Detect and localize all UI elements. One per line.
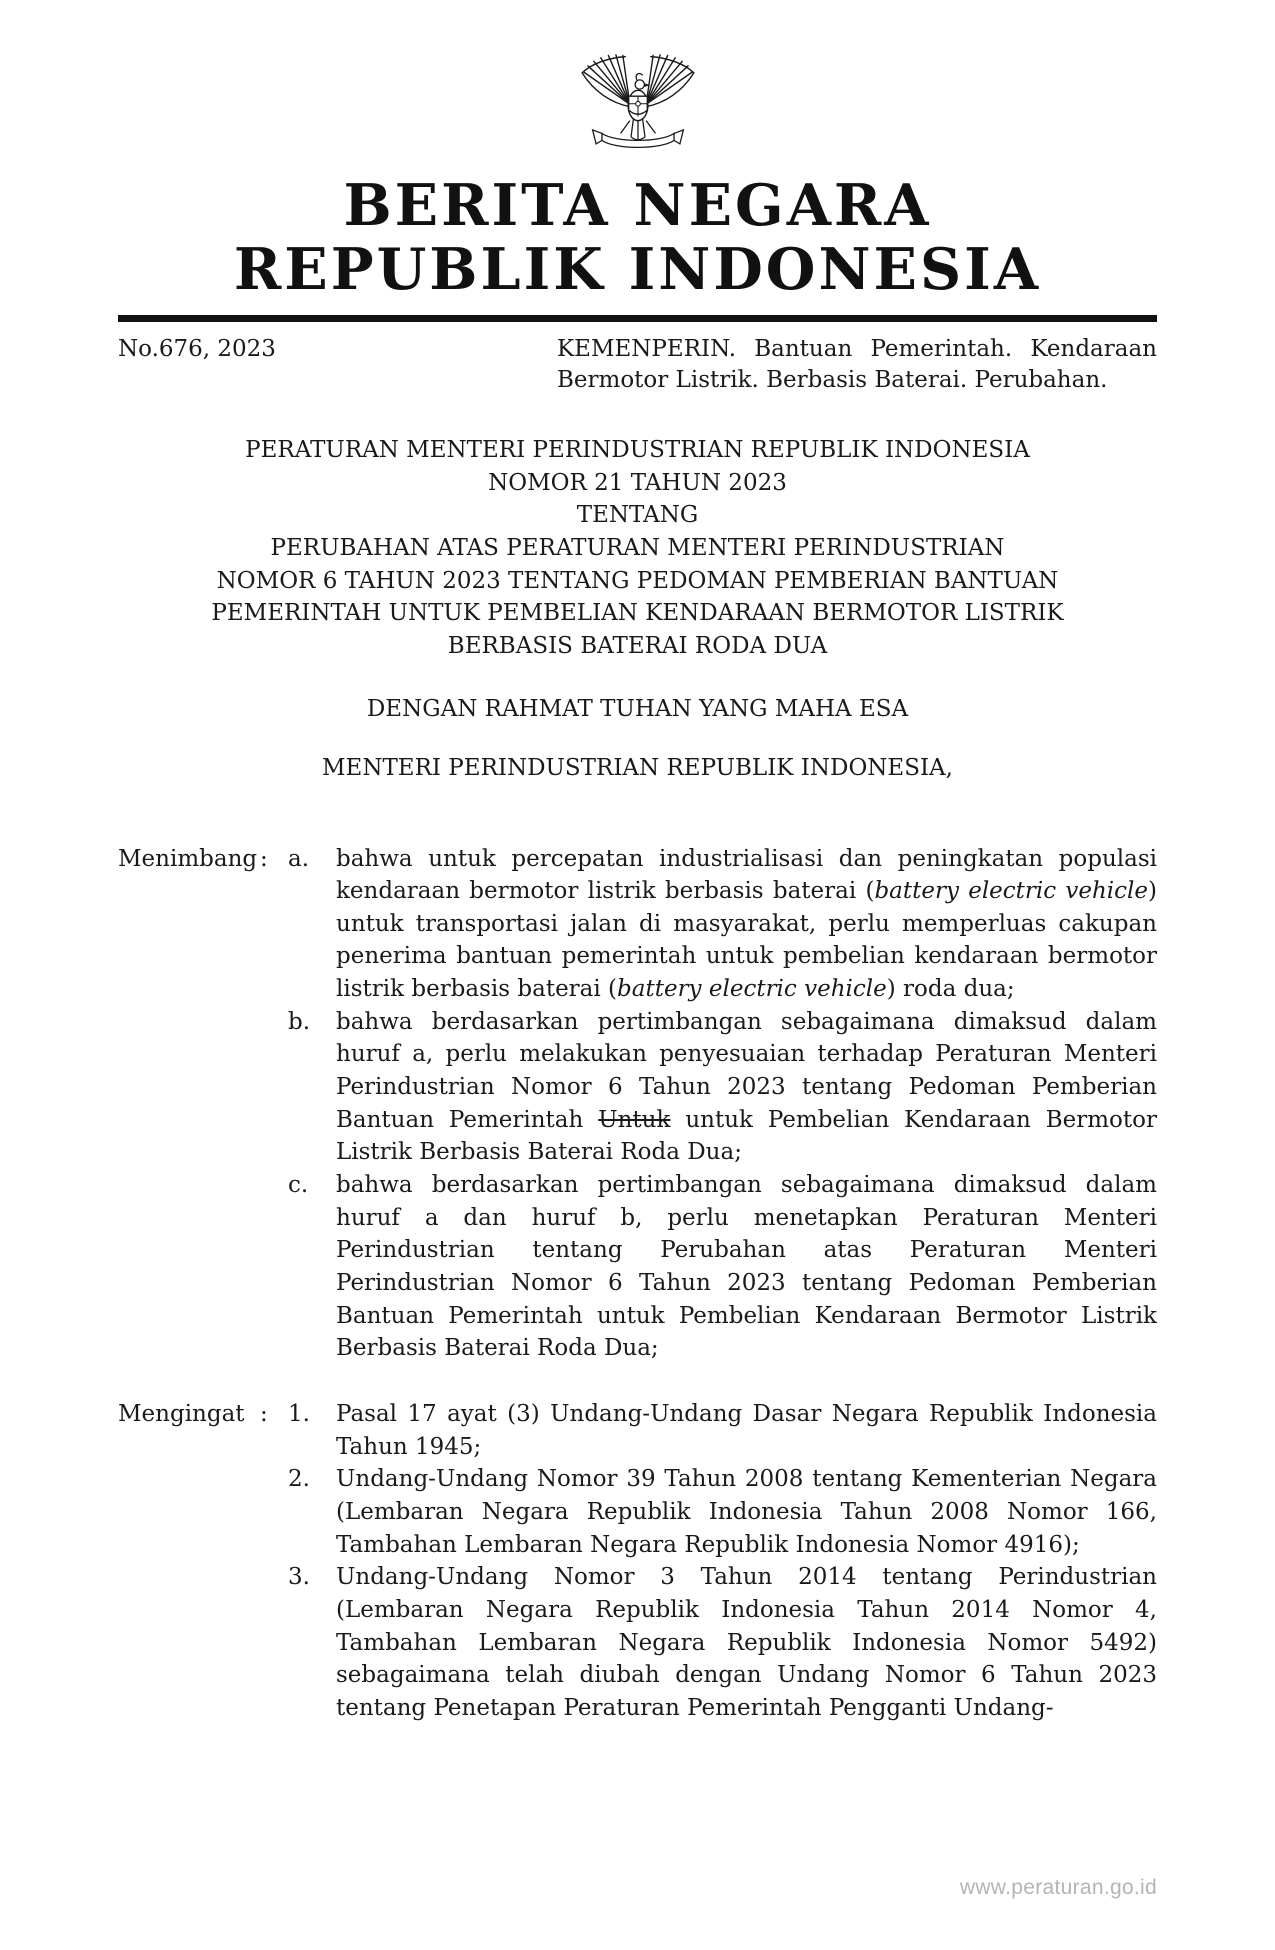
masthead-divider-rule <box>118 315 1157 322</box>
clause-text: bahwa berdasarkan pertimbangan sebagaimana dimaksud dalam huruf a dan huruf b, perlu menetapkan Peraturan Menteri Perindustrian tentang Perubahan atas Peraturan Menteri Perindustrian Nomor 6 Tahun 2023 tentang Pedoman Pemberian Bantuan Pemerintah untuk Pembelian Kendaraan Bermotor Listrik Berbasis Baterai Roda Dua; <box>336 1172 1157 1362</box>
section-colon: : <box>260 845 268 872</box>
footer-website-watermark: www.peraturan.go.id <box>959 1876 1157 1899</box>
regulation-title-line: PERATURAN MENTERI PERINDUSTRIAN REPUBLIK INDONESIA <box>245 436 1030 463</box>
section-label: Mengingat <box>118 1401 245 1427</box>
clause-text: Undang-Undang Nomor 39 Tahun 2008 tentang Kementerian Negara (Lembaran Negara Republik Indonesia Tahun 2008 Nomor 166, Tambahan Lembaran Negara Republik Indonesia Nomor 4916); <box>336 1466 1157 1558</box>
clause-text: bahwa berdasarkan pertimbangan sebagaimana dimaksud dalam huruf a, perlu melakukan penyesuaian terhadap Peraturan Menteri Perindustrian Nomor 6 Tahun 2023 tentang Pedoman Pemberian Bantuan Pemerintah Untuk untuk Pembelian Kendaraan Bermotor Listrik Berbasis Baterai Roda Dua; <box>336 1008 1157 1166</box>
masthead-title <box>118 174 1157 303</box>
regulation-title-line: PEMERINTAH UNTUK PEMBELIAN KENDARAAN BERMOTOR LISTRIK <box>211 600 1064 627</box>
clause-marker: a. <box>288 845 310 872</box>
clause-marker: c. <box>288 1172 309 1199</box>
clause-marker: 2. <box>288 1466 310 1493</box>
regulation-title-line: NOMOR 6 TAHUN 2023 TENTANG PEDOMAN PEMBERIAN BANTUAN <box>216 567 1059 594</box>
regulation-title-line: BERBASIS BATERAI RODA DUA <box>447 632 828 659</box>
regulation-title-line: PERUBAHAN ATAS PERATURAN MENTERI PERINDUSTRIAN <box>270 534 1005 561</box>
section-colon: : <box>260 1401 268 1427</box>
subject-abstract: KEMENPERIN. Bantuan Pemerintah. Kendaraan Bermotor Listrik. Berbasis Baterai. Perubahan. <box>557 335 1157 393</box>
garuda-pancasila-emblem-icon <box>574 46 702 158</box>
masthead-title-line1: BERITA NEGARA <box>343 172 932 239</box>
clause-row <box>118 1006 1157 1169</box>
section-label: Menimbang <box>118 845 258 872</box>
clause-row <box>118 1463 1157 1561</box>
clause-marker: 3. <box>288 1564 310 1591</box>
invocation-line: DENGAN RAHMAT TUHAN YANG MAHA ESA <box>366 695 909 722</box>
regulation-title-line: NOMOR 21 TAHUN 2023 <box>488 469 787 496</box>
body-sections <box>118 843 1157 1725</box>
emblem-wrap <box>118 46 1157 158</box>
clause-row <box>118 1169 1157 1365</box>
clause-text: bahwa untuk percepatan industrialisasi dan peningkatan populasi kendaraan bermotor listrik berbasis baterai (battery electric vehicle) untuk transportasi jalan di masyarakat, perlu memperluas cakupan penerima bantuan pemerintah untuk pembelian kendaraan bermotor listrik berbasis baterai (battery electric vehicle) roda dua; <box>336 845 1157 1003</box>
section-considering <box>118 843 1157 1366</box>
clause-row <box>118 843 1157 1006</box>
clause-marker: 1. <box>288 1401 310 1427</box>
regulation-title-block <box>118 434 1157 663</box>
clause-row <box>118 1398 1157 1463</box>
section-citing <box>118 1398 1157 1725</box>
edition-number: No.676, 2023 <box>118 335 276 362</box>
official-line: MENTERI PERINDUSTRIAN REPUBLIK INDONESIA, <box>322 754 953 781</box>
masthead-title-line2: REPUBLIK INDONESIA <box>233 236 1042 304</box>
clause-row <box>118 1561 1157 1724</box>
clause-text: Undang-Undang Nomor 3 Tahun 2014 tentang Perindustrian (Lembaran Negara Republik Indonesia Tahun 2014 Nomor 4, Tambahan Lembaran Negara Republik Indonesia Nomor 5492) sebagaimana telah diubah dengan Undang Nomor 6 Tahun 2023 tentang Penetapan Peraturan Pemerintah Pengganti Undang- <box>336 1564 1157 1721</box>
clause-marker: b. <box>288 1008 311 1035</box>
meta-row <box>118 334 1157 396</box>
regulation-title-line: TENTANG <box>576 502 699 529</box>
clause-text: Pasal 17 ayat (3) Undang-Undang Dasar Negara Republik Indonesia Tahun 1945; <box>336 1401 1157 1460</box>
